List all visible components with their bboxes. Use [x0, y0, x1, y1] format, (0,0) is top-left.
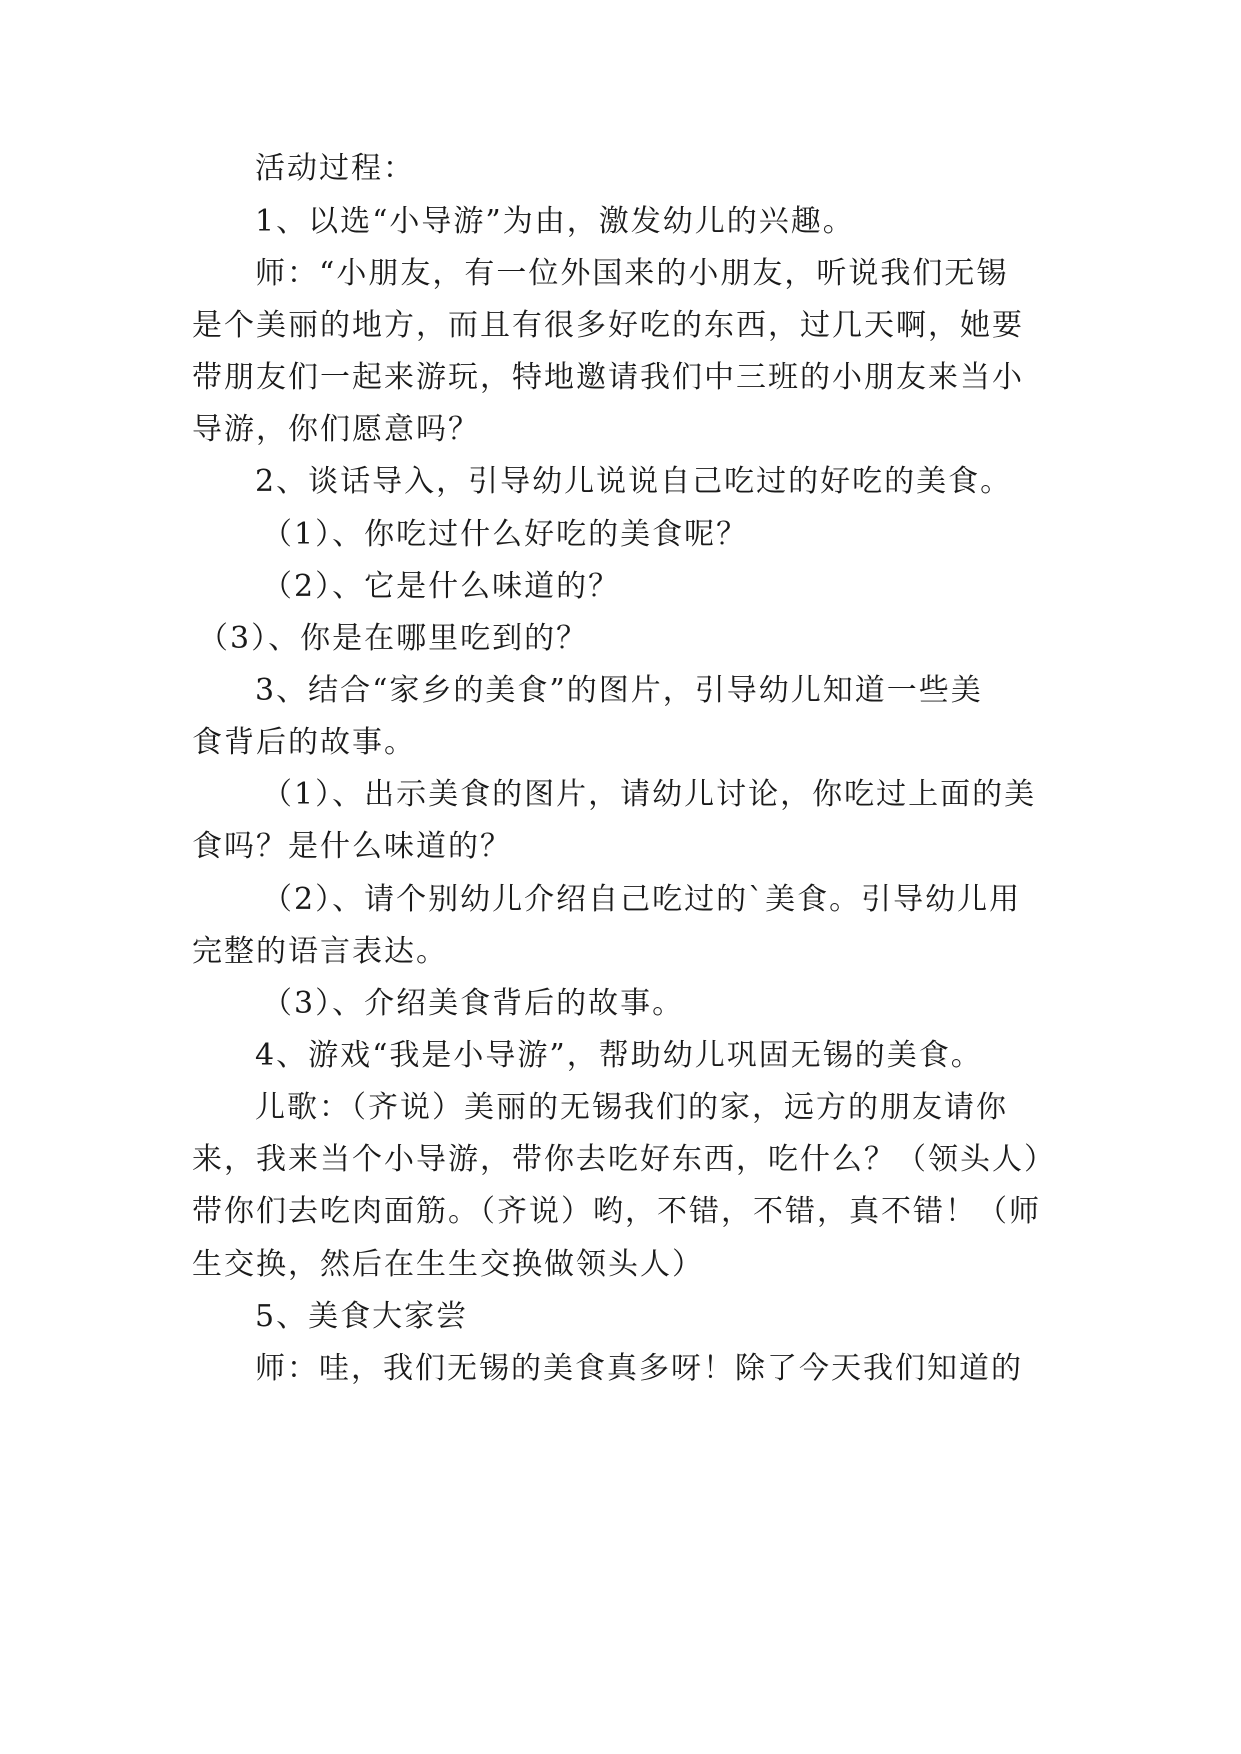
paragraph-line: 来，我来当个小导游，带你去吃好东西，吃什么？（领头人）	[192, 1142, 1056, 1177]
step-2-heading: 2、谈话导入，引导幼儿说说自己吃过的好吃的美食。	[255, 464, 1013, 499]
sub-item: （3）、你是在哪里吃到的？	[198, 621, 589, 656]
paragraph-line: 生交换，然后在生生交换做领头人）	[192, 1247, 704, 1282]
paragraph-line: 师：哇，我们无锡的美食真多呀！除了今天我们知道的	[255, 1351, 1023, 1386]
paragraph-line: 导游，你们愿意吗？	[192, 412, 480, 447]
paragraph-line: 带朋友们一起来游玩，特地邀请我们中三班的小朋友来当小	[192, 360, 1024, 395]
section-heading: 活动过程：	[255, 151, 415, 186]
step-4-heading: 4、游戏“我是小导游”，帮助幼儿巩固无锡的美食。	[255, 1038, 983, 1073]
sub-item: （3）、介绍美食背后的故事。	[262, 986, 685, 1021]
sub-item: （2）、它是什么味道的？	[262, 569, 621, 604]
paragraph-line: 食吗？是什么味道的？	[192, 829, 512, 864]
paragraph-line: 完整的语言表达。	[192, 934, 448, 969]
step-1-heading: 1、以选“小导游”为由，激发幼儿的兴趣。	[255, 204, 855, 239]
sub-item: （1）、出示美食的图片，请幼儿讨论，你吃过上面的美	[262, 777, 1037, 812]
step-5-heading: 5、美食大家尝	[255, 1299, 469, 1334]
sub-item: （1）、你吃过什么好吃的美食呢？	[262, 517, 749, 552]
paragraph-line: 是个美丽的地方，而且有很多好吃的东西，过几天啊，她要	[192, 308, 1024, 343]
paragraph-line: 食背后的故事。	[192, 725, 416, 760]
paragraph-line: 带你们去吃肉面筋。（齐说）哟，不错，不错，真不错！（师	[192, 1194, 1041, 1229]
sub-item: （2）、请个别幼儿介绍自己吃过的`美食。引导幼儿用	[262, 882, 1022, 917]
step-3-heading: 3、结合“家乡的美食”的图片，引导幼儿知道一些美	[255, 673, 983, 708]
paragraph-line: 师：“小朋友，有一位外国来的小朋友，听说我们无锡	[255, 256, 1009, 291]
paragraph-line: 儿歌：（齐说）美丽的无锡我们的家，远方的朋友请你	[255, 1090, 1008, 1125]
